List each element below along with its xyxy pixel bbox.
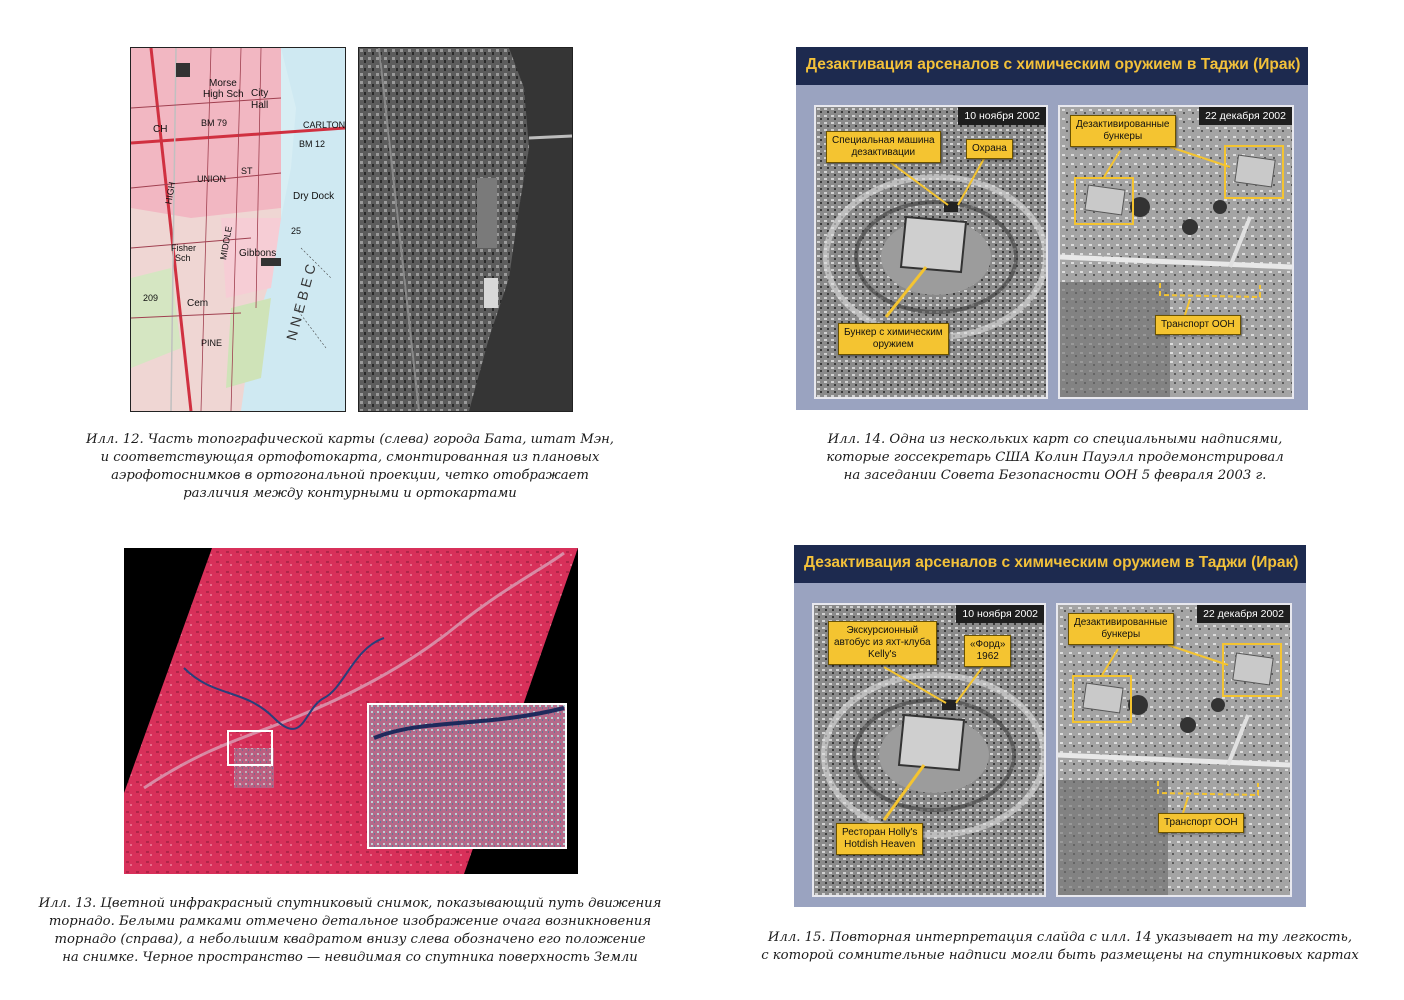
tornado-origin-marker bbox=[227, 730, 273, 766]
callout-line: бункеры bbox=[1103, 131, 1143, 142]
callout-line: оружием bbox=[872, 339, 914, 350]
map-label-union: UNION bbox=[197, 174, 226, 184]
topo-map-graphic bbox=[131, 48, 345, 411]
fig12-caption-line: аэрофотоснимков в ортогональной проекции, четко отображает bbox=[111, 468, 589, 483]
callout-line: Специальная машина bbox=[832, 135, 935, 146]
fig14-caption bbox=[780, 431, 1330, 485]
map-label-city: City bbox=[251, 88, 269, 99]
callout-deactivated-bunkers bbox=[1068, 613, 1174, 645]
map-label-cem: Cem bbox=[187, 298, 209, 309]
map-label-bm12: BM 12 bbox=[299, 139, 326, 149]
callout-line: 1962 bbox=[976, 651, 999, 662]
map-label-ch: CH bbox=[153, 124, 168, 135]
orthophoto-graphic bbox=[359, 48, 572, 411]
fig15-caption-line: с которой сомнительные надписи могли быть размещены на спутниковых картах bbox=[761, 948, 1359, 963]
callout-line: Hotdish Heaven bbox=[844, 839, 916, 850]
callout-line: дезактивации bbox=[851, 147, 916, 158]
fig15-right-leaders bbox=[1058, 605, 1290, 895]
map-label-st: ST bbox=[241, 166, 253, 176]
callout-line: Бункер с химическим bbox=[844, 327, 943, 338]
map-label-morse: Morse bbox=[209, 78, 237, 89]
fig14-right-leaders bbox=[1060, 107, 1292, 397]
fig13-caption-line: торнадо (справа), а небольшим квадратом внизу слева обозначено его положение bbox=[54, 932, 646, 947]
callout-line: «Форд» bbox=[970, 639, 1006, 650]
infrared-satellite-image bbox=[124, 548, 578, 874]
callout-decontamination-vehicle bbox=[826, 131, 941, 163]
map-label-25: 25 bbox=[291, 226, 302, 236]
callout-guard: Охрана bbox=[966, 139, 1013, 159]
fig15-date-left: 10 ноября 2002 bbox=[956, 605, 1044, 623]
fig14-date-left: 10 ноября 2002 bbox=[958, 107, 1046, 125]
fig15-left-panel bbox=[812, 603, 1046, 897]
map-label-high: HIGH bbox=[163, 181, 178, 205]
fig14-right-panel bbox=[1058, 105, 1294, 399]
fig15-caption-line: Илл. 15. Повторная интерпретация слайда с илл. 14 указывает на ту легкость, bbox=[767, 930, 1353, 945]
fig14-slide-title: Дезактивация арсеналов с химическим оружием в Таджи (Ирак) bbox=[806, 56, 1301, 73]
callout-ford-1962 bbox=[964, 635, 1011, 667]
map-label-hall: Hall bbox=[251, 100, 269, 111]
fig15-caption bbox=[740, 929, 1380, 965]
fig12-caption bbox=[80, 431, 620, 503]
map-label-dry-dock: Dry Dock bbox=[293, 191, 335, 202]
map-label-209: 209 bbox=[143, 293, 159, 303]
fig13-caption bbox=[30, 895, 670, 967]
callout-line: автобус из яхт-клуба bbox=[834, 637, 931, 648]
map-label-kennebec: NNEBEC bbox=[283, 258, 320, 343]
map-label-pine: PINE bbox=[201, 338, 223, 348]
callout-line: Экскурсионный bbox=[846, 625, 919, 636]
map-label-sch: Sch bbox=[175, 253, 191, 263]
callout-line: Дезактивированные bbox=[1074, 617, 1168, 628]
fig14-caption-line: которые госсекретарь США Колин Пауэлл продемонстрировал bbox=[826, 450, 1284, 465]
fig14-slide-header bbox=[796, 47, 1308, 85]
fig12-caption-line: Илл. 12. Часть топографической карты (слева) города Бата, штат Мэн, bbox=[86, 432, 614, 447]
callout-deactivated-bunkers bbox=[1070, 115, 1176, 147]
orthophoto-map bbox=[358, 47, 573, 412]
fig14-slide bbox=[796, 47, 1308, 410]
callout-excursion-bus bbox=[828, 621, 937, 665]
callout-un-transport: Транспорт ООН bbox=[1158, 813, 1244, 833]
fig15-slide-header bbox=[794, 545, 1306, 583]
callout-restaurant bbox=[836, 823, 923, 855]
fig12-caption-line: и соответствующая ортофотокарта, смонтированная из плановых bbox=[100, 450, 600, 465]
fig13-caption-line: Илл. 13. Цветной инфракрасный спутниковый снимок, показывающий путь движения bbox=[38, 896, 662, 911]
map-label-gibbons: Gibbons bbox=[239, 248, 277, 259]
fig14-left-panel bbox=[814, 105, 1048, 399]
fig15-right-panel bbox=[1056, 603, 1292, 897]
fig13-caption-line: на снимке. Черное пространство — невидимая со спутника поверхность Земли bbox=[62, 950, 638, 965]
callout-line: бункеры bbox=[1101, 629, 1141, 640]
fig13-caption-line: торнадо. Белыми рамками отмечено детальное изображение очага возникновения bbox=[48, 914, 652, 929]
fig14-date-right: 22 декабря 2002 bbox=[1199, 107, 1292, 125]
map-label-high-sch: High Sch bbox=[203, 89, 244, 100]
tornado-detail-inset bbox=[367, 703, 567, 849]
callout-chemical-bunker bbox=[838, 323, 949, 355]
fig12-caption-line: различия между контурными и ортокартами bbox=[183, 486, 517, 501]
map-label-fisher: Fisher bbox=[171, 243, 197, 253]
callout-line: Дезактивированные bbox=[1076, 119, 1170, 130]
fig14-caption-line: на заседании Совета Безопасности ООН 5 февраля 2003 г. bbox=[843, 468, 1267, 483]
map-label-bm79: BM 79 bbox=[201, 118, 228, 128]
fig15-slide-title: Дезактивация арсеналов с химическим оружием в Таджи (Ирак) bbox=[804, 554, 1299, 571]
map-label-middle: MIDDLE bbox=[218, 225, 234, 261]
callout-line: Ресторан Holly's bbox=[842, 827, 918, 838]
fig14-caption-line: Илл. 14. Одна из нескольких карт со специальными надписями, bbox=[827, 432, 1283, 447]
callout-un-transport: Транспорт ООН bbox=[1155, 315, 1241, 335]
fig15-date-right: 22 декабря 2002 bbox=[1197, 605, 1290, 623]
map-label-carlton: CARLTON bbox=[303, 120, 346, 130]
callout-line: Kelly's bbox=[867, 649, 897, 660]
topographic-map bbox=[130, 47, 346, 412]
fig15-slide bbox=[794, 545, 1306, 907]
